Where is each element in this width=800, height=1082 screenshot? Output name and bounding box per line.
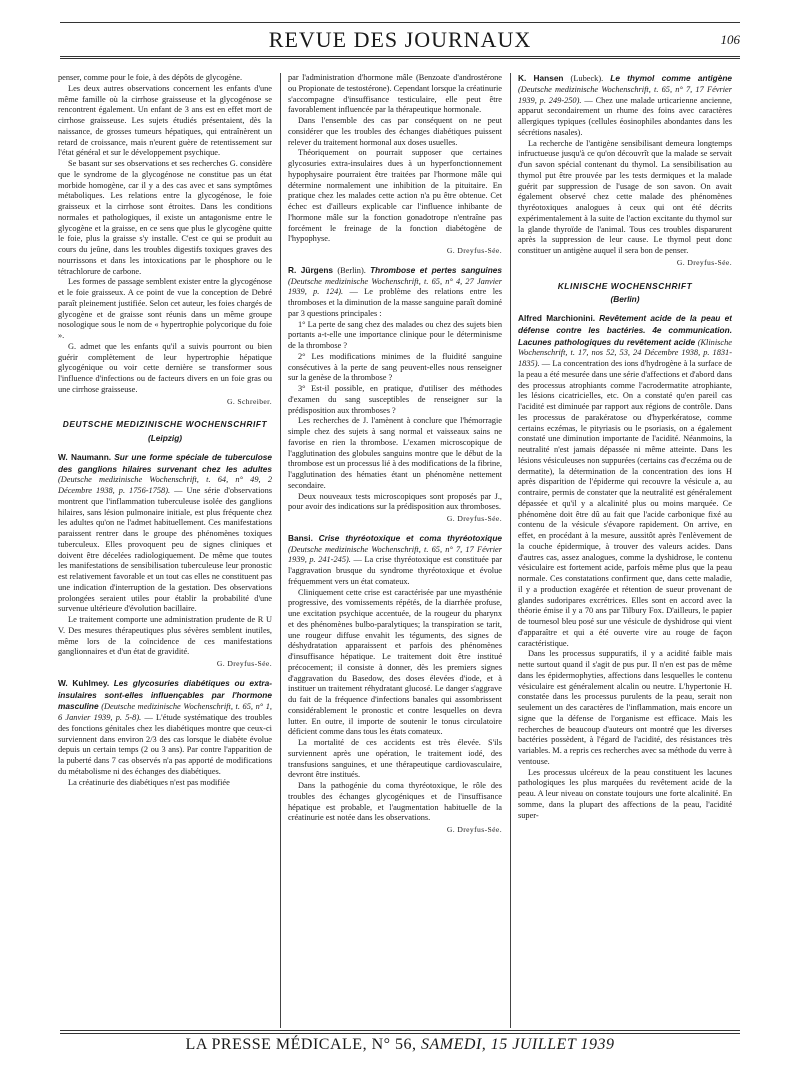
article-citation: (Deutsche medizinische Wochenschrift, t. 65, n° 7, 17 Février 1939, p. 241-245). <box>288 544 502 565</box>
paragraph: La créatinurie des diabétiques n'est pas modifiée <box>68 777 230 787</box>
paragraph: Les formes de passage semblent exister entre la glycogénose et le foie graisseux. A ce point de vue la conception de Debré paraît pleinement justifiée. Selon cet auteur, les foies chargés de glycogène et de graisse sont réunis dans un même groupe nosologique sous le nom de « hypertrophie polycorique du foie ». <box>58 277 272 340</box>
page-number: 106 <box>720 32 740 47</box>
article-columns <box>58 73 748 1028</box>
paragraph: par l'administration d'hormone mâle (Benzoate d'androstérone ou Propionate de testostérone). Cependant lorsque la créatinurie s'accompagne d'insuffisance testiculaire, elle peut être favorablement influencée par la thérapeutique hormonale. <box>288 73 502 115</box>
paragraph: Dans la pathogénie du coma thyréotoxique, le rôle des troubles des échanges glycogéniques et de l'insuffisance hépatique est probable, et l'augmentation habituelle de la créatinurie est notée dans les observations. <box>288 781 502 823</box>
article-author: K. Hansen <box>518 73 564 83</box>
article-body-start: — Le problème des relations entre les thromboses et la diminution de la masse sanguine paraît dominé par 3 questions principales : <box>288 287 502 318</box>
column-1 <box>58 73 272 1028</box>
article-body-start: — La crise thyréotoxique est constituée par l'aggravation brusque du syndrome thyréotoxique et évolue fréquemment vers un état comateux. <box>288 555 502 586</box>
article-body-start: — Chez une malade urticarienne ancienne, apparut secondairement un rhume des foins avec caractères allergiques typiques (cellules éosinophiles abondantes dans les sécrétions nasales). <box>518 95 732 137</box>
article-citation: (Deutsche medizinische Wochenschrift, t. 65, n° 7, 17 Février 1939, p. 249-250). <box>518 84 732 105</box>
column-2 <box>288 73 502 1028</box>
article-citation: (Deutsche medizinische Wochenschrift, t. 65, n° 1, 6 Janvier 1939, p. 5-8). <box>58 702 272 722</box>
paragraph: penser, comme pour le foie, à des dépôts de glycogène. <box>58 73 243 82</box>
author-signature: G. Dreyfus-Sée. <box>446 514 502 523</box>
article-citation: (Deutsche medizinische Wochenschrift, t. 65, n° 4, 27 Janvier 1939, p. 124). <box>288 276 502 297</box>
footer-imprint <box>60 1036 740 1054</box>
author-signature: G. Dreyfus-Sée. <box>446 825 502 834</box>
journal-section-heading: KLINISCHE WOCHENSCHRIFT <box>557 280 693 291</box>
paragraph: Théoriquement on pourrait supposer que certaines glycosuries extra-insulaires dues à un hyperfonctionnement hypophysaire pourraient être traitées par l'hormone mâle qui détermine normalement une inhibition de la pituitaire. En pratique chez les malades cette action n'a pu être obtenue. Cet échec est d'ailleurs explicable car l'influence inhibante de l'hormone mâle sur la fonction gonadotrope n'entraîne pas forcément le freinage de la fonction diabétogène de l'hypophyse. <box>288 148 502 244</box>
author-signature: G. Dreyfus-Sée. <box>216 659 272 668</box>
paragraph: G. admet que les enfants qu'il a suivis pourront ou bien guérir complètement de leur hypertrophie hépatique glycogénique ou voir cette dernière se transformer sous l'influence d'infections ou de facteurs divers en un foie gras ou une cirrhose graisseuse. <box>58 341 272 394</box>
article-author: R. Jürgens <box>288 264 334 275</box>
article-title: Revêtement acide de la peau et défense contre les bactéries. 4e communication. Lacunes pathologiques du revêtement acide <box>518 313 732 347</box>
article-author: W. Kuhlmey. <box>58 677 110 688</box>
article-citation: (Klinische Wochenschrift, t. 17, nos 52, 53, 24 Décembre 1938, p. 1831-1835). <box>518 337 732 368</box>
article-author: Alfred Marchionini. <box>518 313 596 323</box>
paragraph: Dans l'ensemble des cas par conséquent on ne peut considérer que les troubles des échanges diabétiques puissent relever du traitement hormonal aux doses usuelles. <box>288 116 502 147</box>
article-heading <box>518 313 732 649</box>
article-author: W. Naumann. <box>58 451 112 462</box>
column-divider <box>280 73 281 1028</box>
column-3 <box>518 73 732 1028</box>
article-heading <box>518 73 732 139</box>
article-body-start: — L'étude systématique des troubles des fonctions génitales chez les diabétiques montre que ceux-ci surviennent dans environ 2/3 des cas lorsque le diabète évolue depuis un certain temps (2 ou 3 ans). Par contre l'apparition de la puberté dans 7 cas observés n'a pas apporté de modifications du métabolisme ni des échanges des diabétiques. <box>58 713 272 776</box>
paragraph: Se basant sur ses observations et ses recherches G. considère que le syndrome de la glycogénose ne constitue pas un état morbide homogène, car il y a des cas avec et sans symptômes métaboliques. Les relations entre la glycogénose, le foie graisseux et la cirrhose sont étroites. Dans les conditions normales et pathologiques, il existe un antagonisme entre le glycogène et la graisse, en ce sens que plus le glycogène quitte le foie, plus la graisse s'y installe. C'est ce qui se produit au cours du jeûne, dans les troubles digestifs toxiques graves des nourrissons et dans les intoxications par le phosphore ou le tétrachlorure de carbone. <box>58 159 272 276</box>
page-header <box>60 20 740 60</box>
article-heading <box>288 533 502 588</box>
paragraph: Les deux autres observations concernent les enfants d'une même famille où la cirrhose graisseuse et la glycogénose se rencontrent également. Un enfant de 3 ans est en effet mort de cirrhose graisseuse. Les sujets étudiés présentaient, dès la naissance, de grosses tumeurs hépatiques, qui entraînèrent un retard de croissance, mais n'eurent guère de retentissement sur l'état général et sur le développement psychique. <box>58 83 272 158</box>
paragraph: Cliniquement cette crise est caractérisée par une myasthénie progressive, des vomissements répétés, de la diarrhée profuse, une excitation psychique accentuée, de la rougeur du pharynx et des phénomènes bulbo-paralytiques; la transpiration se tarit, une rougeur diffuse envahit les téguments, des signes de déshydratation apparaissent et parfois des phénomènes d'insuffisance hépatique. Le traitement doit être institué précocement; il consiste à donner, dès les premiers signes d'aggravation du Basedow, des doses élevées d'iode, et à instituer un traitement réhydratant glucosé. Le danger s'aggrave du fait de la fréquence d'infections banales qui assombrissent considérablement le pronostic et contre lesquelles on devra lutter. En outre, il importe de soutenir le tonus circulatoire déficient comme dans tous les états comateux. <box>288 587 502 737</box>
header-bottom-rule-2 <box>60 58 740 59</box>
article-author-place: (Lubeck). <box>570 74 604 83</box>
page-footer <box>60 1030 740 1070</box>
paragraph: 3° Est-il possible, en pratique, d'utiliser des méthodes d'examen du sang susceptibles de renseigner sur la prédisposition aux thromboses ? <box>288 384 502 415</box>
paragraph: 2° Les modifications minimes de la fluidité sanguine consécutives à la perte de sang peuvent-elles nous renseigner sur la genèse de la thrombose ? <box>288 351 502 383</box>
author-signature: G. Dreyfus-Sée. <box>676 257 732 267</box>
article-title: Crise thyréotoxique et coma thyréotoxique <box>318 532 502 543</box>
article-heading <box>288 265 502 320</box>
author-signature: G. Schreiber. <box>226 396 272 406</box>
article-author: Bansi. <box>288 532 313 543</box>
article-title: Les glycosuries diabétiques ou extra-insulaires sont-elles influençables par l'hormone masculine <box>58 677 272 712</box>
journal-section-heading: DEUTSCHE MEDIZINISCHE WOCHENSCHRIFT <box>62 419 268 430</box>
article-title: Le thymol comme antigène <box>610 73 732 83</box>
header-top-rule <box>60 22 740 23</box>
journal-section-title: REVUE DES JOURNAUX <box>268 27 532 52</box>
author-signature: G. Dreyfus-Sée. <box>446 246 502 255</box>
paragraph: La recherche de l'antigène sensibilisant demeura longtemps infructueuse jusqu'à ce qu'on découvrît que la malade se servait d'un savon spécial contenant du thymol. La sensibilisation au thymol put être prouvée par les tests dermiques et la malade guérit par suppression de l'usage de son savon. On avait également observé chez cette malade des phénomènes thyréotoxiques analogues à ceux qui ont été décrits expérimentalement à la suite de l'action excitante du thymol sur la glande thyroïde de l'animal. Tous ces troubles disparurent après la suppression de leur cause. Le thymol peut donc constituer un antigène auquel il sera bon de penser. <box>518 138 732 255</box>
footer-rule-2 <box>60 1033 740 1034</box>
paragraph: Deux nouveaux tests microscopiques sont proposés par J., pour avoir des indications sur la prédisposition aux thromboses. <box>288 491 502 512</box>
paragraph: Les processus ulcéreux de la peau constituent les lacunes pathologiques les plus marquées du revêtement acide de la peau. A leur niveau on constate toujours une forte alcalinité. En somme, dans la plupart des affections de la peau, l'acidité super- <box>518 767 732 820</box>
paragraph: Dans les processus suppuratifs, il y a acidité faible mais nette surtout quand il s'agit de pus pur. Il n'en est pas de même dans les épidermophyties, affections dans lesquelles le contenu vésiculaire est généralement alcalin ou neutre. L'hypertonie H. constatée dans les processus purulents de la peau, serait non seulement un des caractères de l'inflammation, mais encore un signe que la défense de l'organisme est efficace. Mais les recherches de beaucoup d'auteurs ont montré que les diverses bactéries possèdent, à l'égard de l'acidité, des résistances très variables. M. a repris ces recherches avec sa méthode du verre à ventouse. <box>518 649 732 766</box>
journal-section-city: (Berlin) <box>610 294 640 305</box>
article-title: Thrombose et pertes sanguines <box>370 264 502 275</box>
footer-date: SAMEDI, 15 JUILLET 1939 <box>421 1036 615 1053</box>
header-bottom-rule <box>60 56 740 57</box>
paragraph: Le traitement comporte une administration prudente de R U V. Des mesures thérapeutiques plus sévères semblent inutiles, même lors de la coïncidence de ces manifestations ganglionnaires et d'un état de gravidité. <box>58 615 272 657</box>
footer-rule <box>60 1030 740 1031</box>
article-body-start: — Une série d'observations montrent que l'inflammation tuberculeuse isolée des ganglions hilaires, sans lésion pulmonaire initiale, est plus fréquente chez les adultes qu'on ne l'admet habituellement. Ces manifestations paraissent rentrer dans le groupe des phénomènes toxiques tuberculeux. Elles provoquent peu de signes cliniques et doivent être décelées radiologiquement. De même que toutes les manifestations de sensibilisation tuberculeuse leur pronostic est relativement favorable et un tout cas elles ne constituent pas une indication d'interruption de la gestation. Des observations prolongées seraient utiles pour établir la probabilité d'une survenue ultérieure d'évolution bacillaire. <box>58 486 272 614</box>
article-citation: (Deutsche medizinische Wochenschrift, t. 64, n° 49, 2 Décembre 1938, p. 1756-1758). <box>58 475 272 495</box>
article-body-start: — La concentration des ions d'hydrogène à la surface de la peau a été mesurée dans une série d'affections et d'abord dans des processus atrophiants comme l'acrodermatite atrophiante, les lésions cicatricielles, etc. On a constaté qu'en pareil cas l'acidité est diminuée par rapport aux régions de contrôle. Dans les processus de parakératose ou d'hyperkératose, comme certains eczémas, le pityriasis ou le psoriasis, on a également constaté une diminution importante de l'acidité. Néanmoins, la neutralité n'est jamais dépassée ni même atteinte. Dans les lésions vésiculeuses non suppurées (certains cas d'eczéma ou de dermatite), la détermination de la concentration des ions H après disparition de l'épiderme qui recouvre la vésicule a, au contraire, permis de constater que la neutralité est généralement dépassée et qu'il y a alcalinité plus ou moins marquée. Ce phénomène doit être dû au fait que l'acide carbonique fixé au contenu de la vésicule s'évapore rapidement. On arrive, en effet, en procédant à la mesure, aussitôt après l'enlèvement de la couche épidermique, à trouver des valeurs acides. Dans d'autres cas, assez analogues, comme la dyshidrose, le contenu vésiculaire est fortement acide, parfois même plus que la peau normale. Ces constatations confirment que, dans cette maladie, il y a production exagérée et rétention de sueur provenant de glandes sudoripares excrétrices. Elles sont en accord avec la théorie émise il y a 70 ans par Tilbury Fox. D'ailleurs, le papier de tournesol bleu posé sur une vésicule de dyshidrose qui vient d'apparaître et qui a été ouverte vire au rouge de façon caractéristique. <box>518 359 732 648</box>
paragraph: 1° La perte de sang chez des malades ou chez des sujets bien portants a-t-elle une importance clinique pour le déterminisme de la thrombose ? <box>288 319 502 350</box>
paragraph: Les recherches de J. l'amènent à conclure que l'hémorragie simple chez des sujets à sang normal et vaisseaux sains ne favorise en rien la thrombose. L'examen microscopique de l'agglutination des globules sanguins montre que le début de la thrombose est un processus lié à des modifications de la fibrine, l'agglutination des hématies étant un phénomène nettement secondaire. <box>288 416 502 490</box>
article-heading <box>58 452 272 615</box>
article-title: Sur une forme spéciale de tuberculose des ganglions hilaires survenant chez les adultes <box>58 451 272 474</box>
paragraph: La mortalité de ces accidents est très élevée. S'ils surviennent après une opération, le traitement iodé, des transfusions sanguines, et une thérapeutique cardiovasculaire, devront être institués. <box>288 738 502 780</box>
column-divider <box>510 73 511 1028</box>
article-author-place: (Berlin). <box>337 265 366 275</box>
footer-journal: LA PRESSE MÉDICALE, N° 56, <box>185 1036 417 1053</box>
journal-section-city: (Leipzig) <box>147 433 183 443</box>
article-heading <box>58 678 272 778</box>
